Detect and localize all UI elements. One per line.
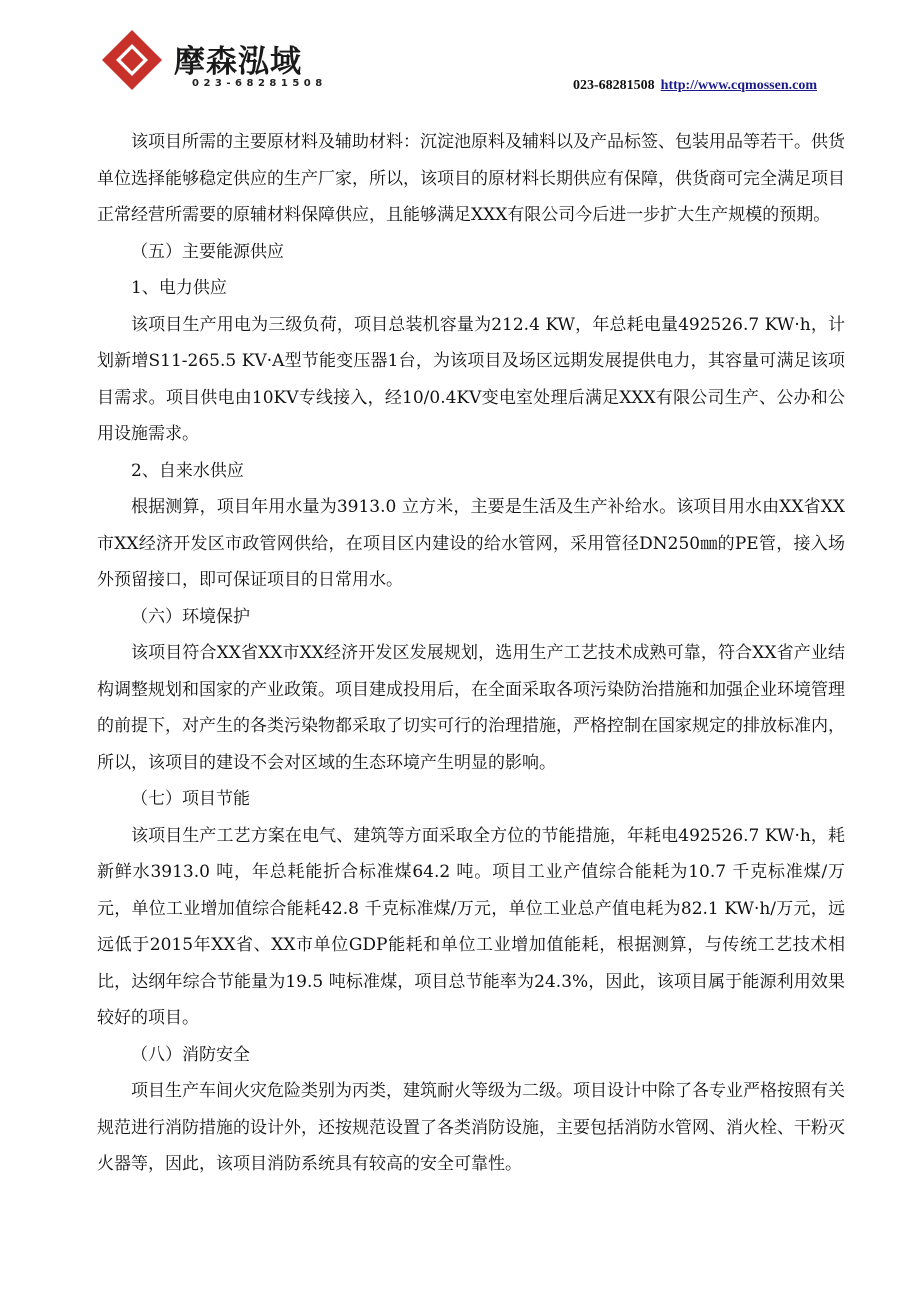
logo-mark-icon [100, 28, 164, 92]
section-heading-fire-safety: （八）消防安全 [131, 1044, 250, 1065]
section-heading-environment: （六）环境保护 [131, 606, 250, 627]
header-phone: 023-68281508 [572, 78, 655, 93]
paragraph-environment: 该项目符合XX省XX市XX经济开发区发展规划，选用生产工艺技术成熟可靠，符合XX省产业结构调整规划和国家的产业政策。项目建成投用后，在全面采取各项污染防治措施和加强企业环境管理的前提下，对产生的各类污染物都采取了切实可行的治理措施，严格控制在国家规定的排放标准内，所以，该项目的建设不会对区域的生态环境产生明显的影响。 [97, 643, 845, 773]
logo-name: 摩森泓域 [174, 44, 302, 80]
logo-phone: 023-68281508 [192, 78, 327, 89]
section-heading-energy: （五）主要能源供应 [131, 241, 284, 262]
paragraph-power: 该项目生产用电为三级负荷，项目总装机容量为212.4 KW，年总耗电量492526.7 KW·h，计划新增S11-265.5 KV·A型节能变压器1台，为该项目及场区远期发展提供电力，其容量可满足该项目需求。项目供电由10KV专线接入，经10/0.4KV变电室处理后满足XXX有限公司生产、公办和公用设施需求。 [97, 314, 845, 444]
website-link[interactable]: http://www.cqmossen.com [660, 78, 817, 93]
paragraph-fire-safety: 项目生产车间火灾危险类别为丙类，建筑耐火等级为二级。项目设计中除了各专业严格按照有关规范进行消防措施的设计外，还按规范设置了各类消防设施，主要包括消防水管网、消火栓、干粉灭火器等，因此，该项目消防系统具有较高的安全可靠性。 [97, 1081, 845, 1174]
header-contact [573, 78, 817, 94]
company-logo [100, 28, 340, 98]
subheading-water: 2、自来水供应 [131, 460, 244, 481]
document-body [97, 124, 845, 1183]
subheading-power: 1、电力供应 [131, 278, 227, 298]
paragraph-materials: 该项目所需的主要原材料及辅助材料：沉淀池原料及辅料以及产品标签、包装用品等若干。供货单位选择能够稳定供应的生产厂家，所以，该项目的原材料长期供应有保障，供货商可完全满足项目正常经营所需要的原辅材料保障供应，且能够满足XXX有限公司今后进一步扩大生产规模的预期。 [97, 132, 845, 225]
paragraph-energy-saving: 该项目生产工艺方案在电气、建筑等方面采取全方位的节能措施，年耗电492526.7 KW·h，耗新鲜水3913.0 吨，年总耗能折合标准煤64.2 吨。项目工业产值综合能耗为10.7 千克标准煤/万元，单位工业增加值综合能耗42.8 千克标准煤/万元，单位工业总产值电耗为82.1 KW·h/万元，远远低于2015年XX省、XX市单位GDP能耗和单位工业增加值能耗，根据测算，与传统工艺技术相比，达纲年综合节能量为19.5 吨标准煤，项目总节能率为24.3%，因此，该项目属于能源利用效果较好的项目。 [97, 825, 845, 1028]
paragraph-water: 根据测算，项目年用水量为3913.0 立方米，主要是生活及生产补给水。该项目用水由XX省XX市XX经济开发区市政管网供给，在项目区内建设的给水管网，采用管径DN250㎜的PE管，接入场外预留接口，即可保证项目的日常用水。 [97, 497, 845, 590]
section-heading-energy-saving: （七）项目节能 [131, 789, 250, 809]
